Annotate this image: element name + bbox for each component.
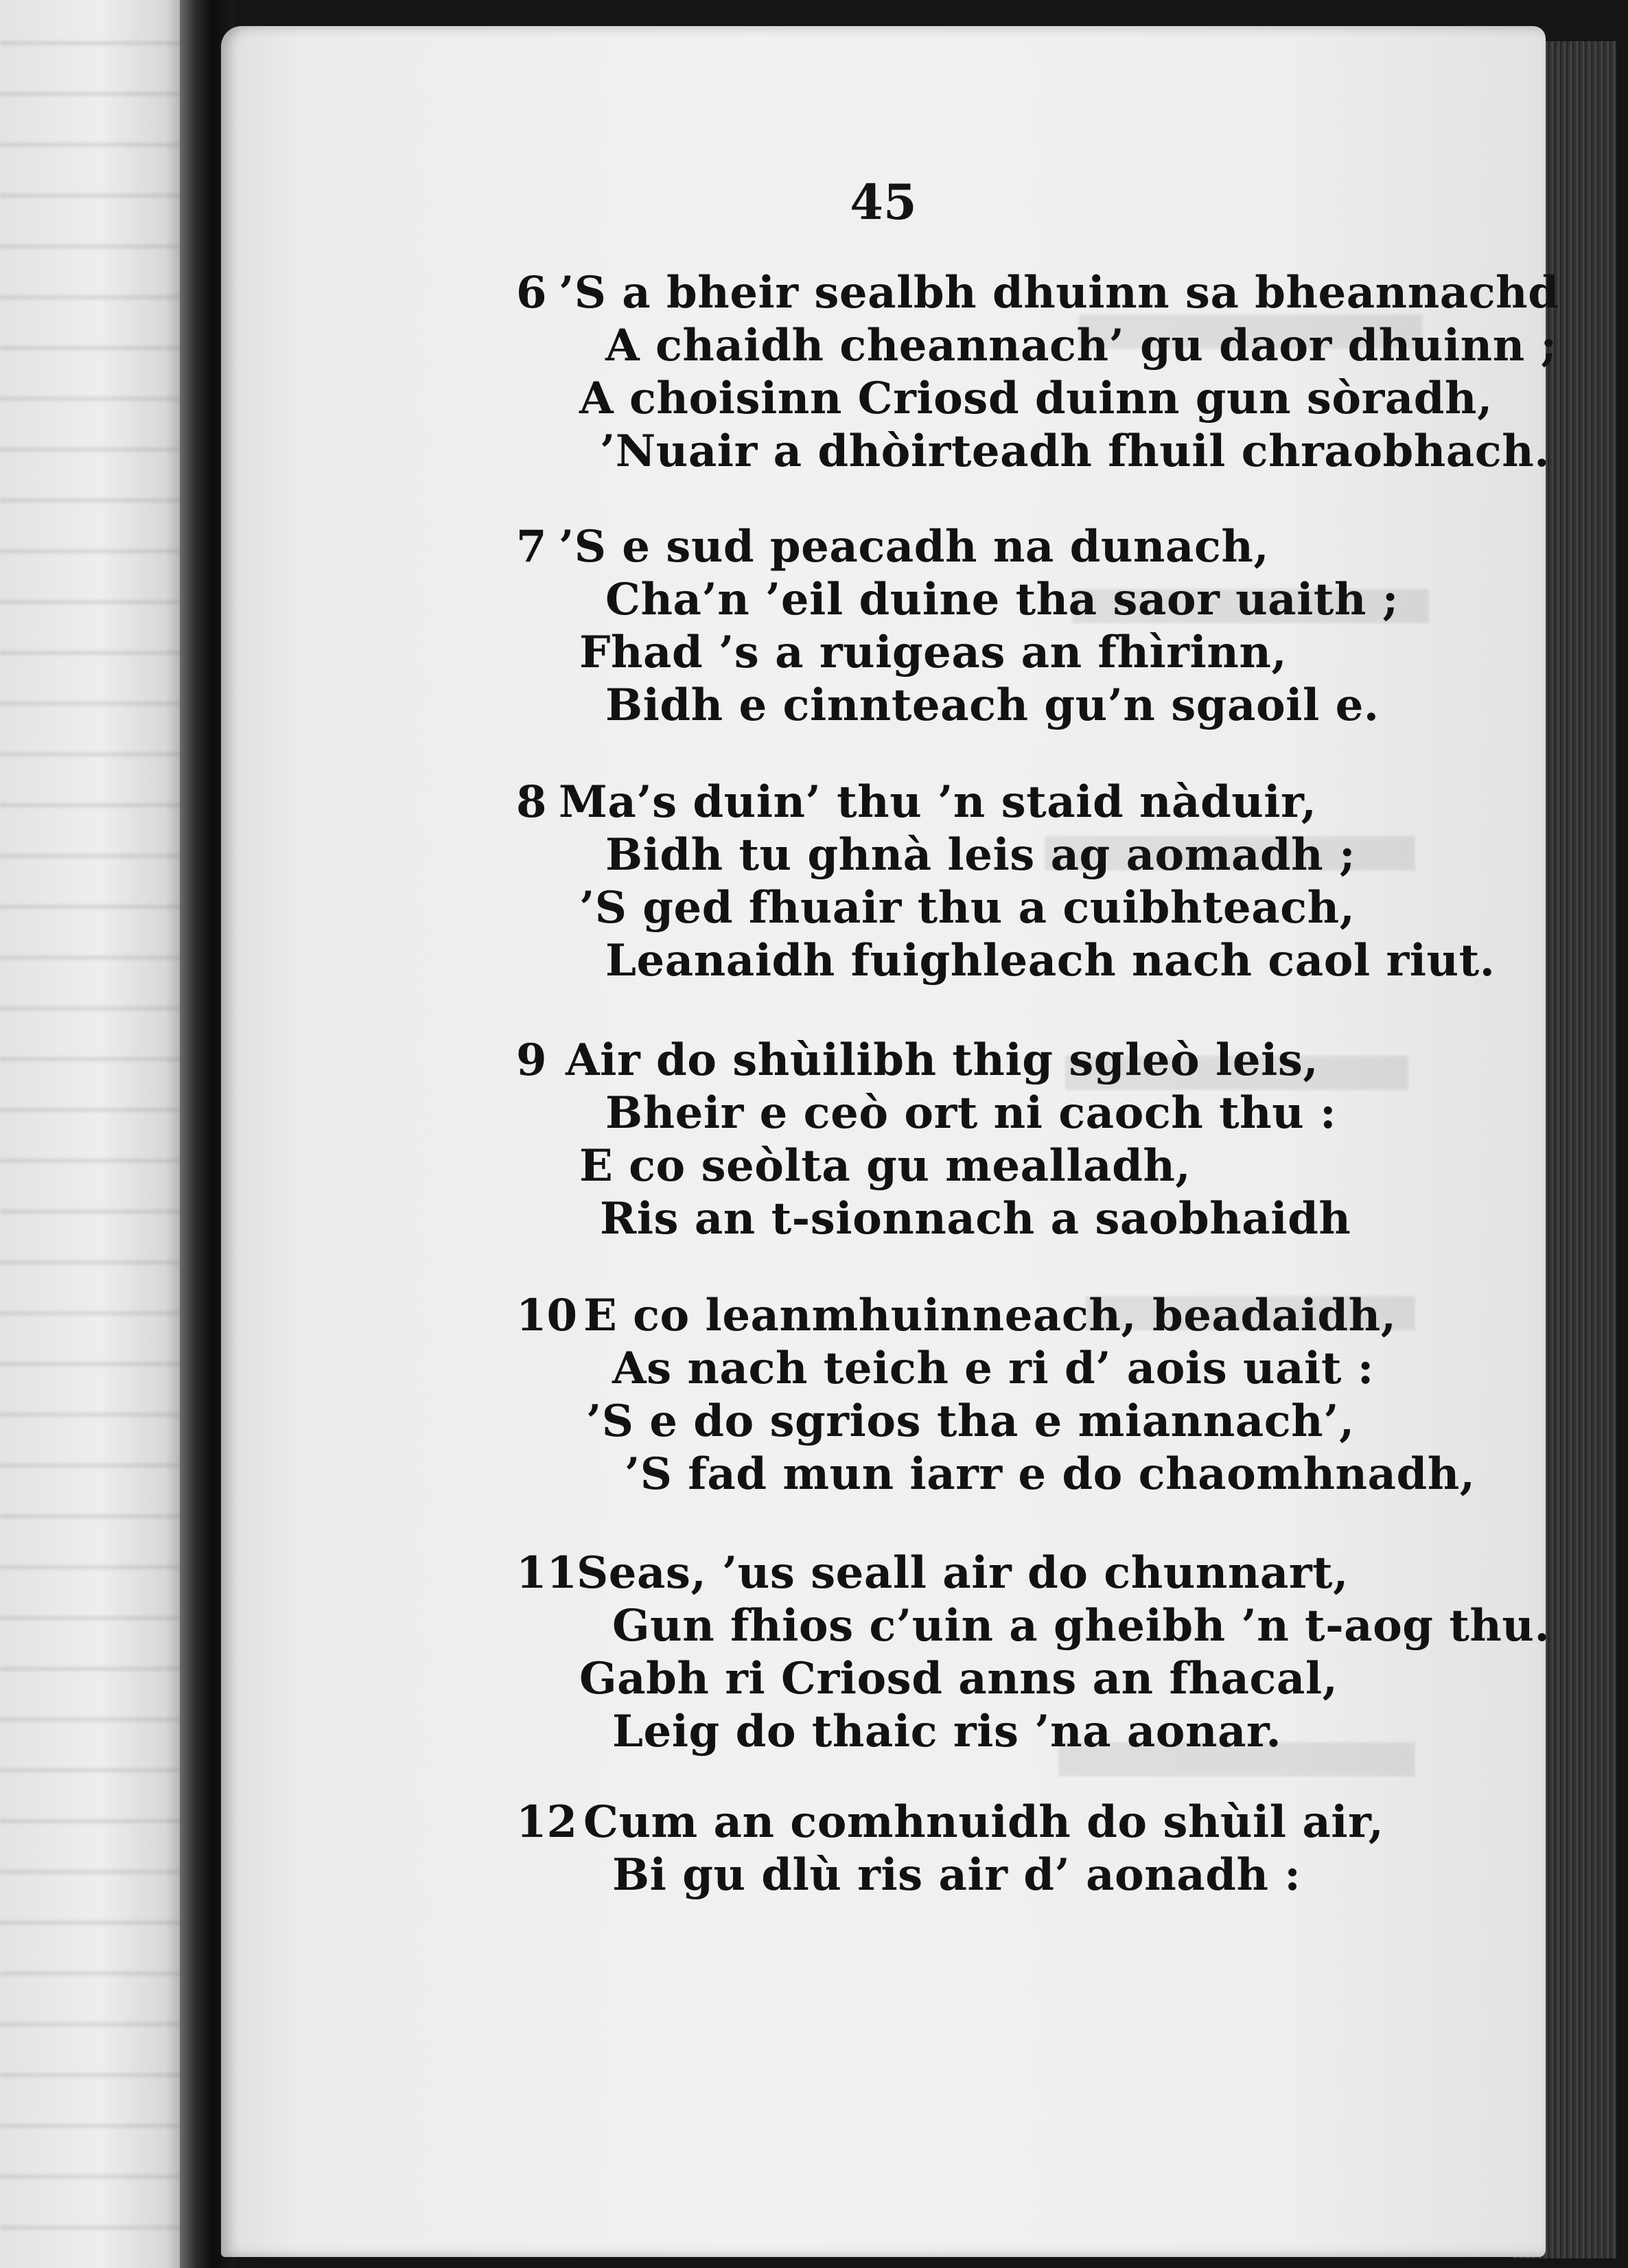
verse-line: As nach teich e ri d’ aois uait : [612, 1343, 1374, 1394]
verse [516, 776, 1628, 987]
verse [516, 520, 1628, 732]
verse [516, 1796, 1628, 1901]
verse-line: Leig do thaic ris ’na aonar. [612, 1706, 1282, 1757]
verse-line: Air do shùilibh thig sgleò leis, [566, 1034, 1319, 1086]
verse-line: Bidh tu ghnà leis ag aomadh ; [605, 829, 1356, 881]
verse-number: 9 [516, 1034, 547, 1086]
verse-number: 11 [516, 1547, 578, 1599]
verse-number: 7 [516, 521, 547, 572]
verse-line: Gun fhios c’uin a gheibh ’n t-aog thu. [612, 1600, 1550, 1652]
verse-line: Cum an comhnuidh do shùil air, [583, 1796, 1384, 1848]
verse-line: ’S e sud peacadh na dunach, [559, 521, 1270, 572]
page-number: 45 [850, 174, 917, 231]
verse-number: 12 [516, 1796, 578, 1848]
verse [516, 1547, 1628, 1758]
verse-number: 8 [516, 776, 547, 828]
verse [516, 266, 1628, 478]
previous-page-edge [0, 0, 180, 2268]
verse-line: ’S a bheir sealbh dhuinn sa bheannachd [559, 267, 1559, 319]
verse-line: ’S fad mun iarr e do chaomhnadh, [625, 1448, 1476, 1500]
verse-line: ’Nuair a dhòirteadh fhuil chraobhach. [600, 426, 1550, 477]
verse-line: A chaidh cheannach’ gu daor dhuinn ; [605, 320, 1557, 371]
book-page [221, 26, 1559, 2257]
verse-line: Bidh e cinnteach gu’n sgaoil e. [605, 680, 1380, 731]
verse-line: Cha’n ’eil duine tha saor uaith ; [605, 574, 1399, 625]
verse-line: Ma’s duin’ thu ’n staid nàduir, [559, 776, 1317, 828]
verse-line: A choisinn Criosd duinn gun sòradh, [579, 373, 1493, 424]
verse-number: 10 [516, 1290, 578, 1341]
verse-line: Bi gu dlù ris air d’ aonadh : [612, 1849, 1301, 1901]
verse-line: E co seòlta gu mealladh, [579, 1140, 1191, 1192]
verse-line: Seas, ’us seall air do chunnart, [577, 1547, 1349, 1599]
verse-line: Bheir e ceò ort ni caoch thu : [605, 1087, 1337, 1139]
verse [516, 1034, 1628, 1245]
verse-line: Leanaidh fuighleach nach caol riut. [605, 935, 1496, 986]
previous-page-bleed-through [0, 0, 180, 2268]
verse-line: Ris an t-sionnach a saobhaidh [600, 1193, 1351, 1245]
verse-line: ’S e do sgrios tha e miannach’, [586, 1396, 1355, 1447]
verse-line: E co leanmhuinneach, beadaidh, [583, 1290, 1397, 1341]
verse-number: 6 [516, 267, 547, 319]
verse-line: Fhad ’s a ruigeas an fhìrinn, [579, 627, 1288, 678]
verse [516, 1289, 1628, 1501]
verse-line: ’S ged fhuair thu a cuibhteach, [579, 882, 1356, 934]
verse-line: Gabh ri Criosd anns an fhacal, [579, 1653, 1338, 1704]
